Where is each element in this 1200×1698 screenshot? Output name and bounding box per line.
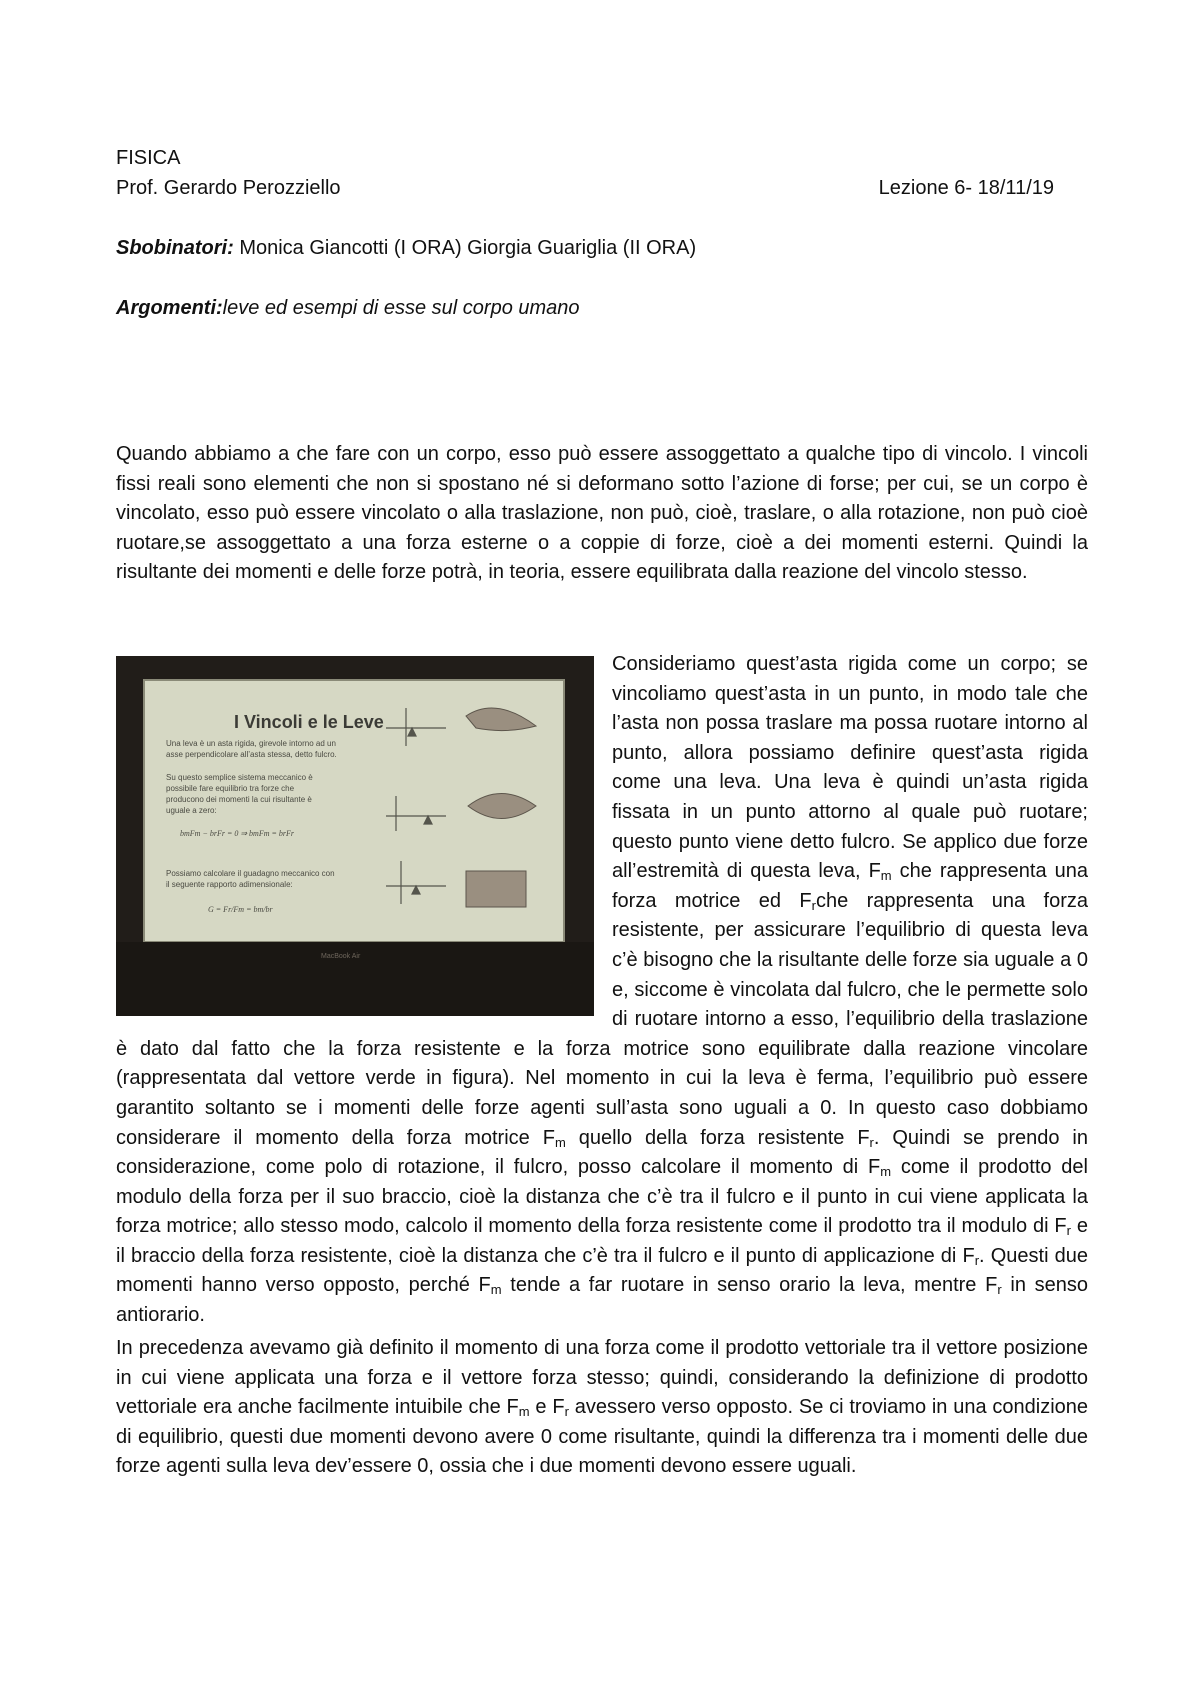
topics-label: Argomenti:: [116, 297, 223, 319]
subscript-m: m: [554, 1134, 566, 1150]
slide-line-4: possibile fare equilibrio tra forze che: [166, 784, 295, 793]
scribes-names: Monica Giancotti (I ORA) Giorgia Guariglia (II ORA): [233, 237, 697, 259]
main-paragraph: [116, 650, 1088, 1331]
subscript-m: m: [518, 1404, 530, 1420]
lesson-date: Lezione 6- 18/11/19: [878, 177, 1054, 199]
slide-photo-graphic: [116, 656, 594, 1016]
slide-line-7: Possiamo calcolare il guadagno meccanico con: [166, 869, 335, 878]
subscript-r: r: [564, 1404, 569, 1420]
scribes-line: [116, 234, 696, 262]
subscript-r: r: [869, 1134, 874, 1150]
p2-text-1: In precedenza avevamo già definito il momento di una forza come il prodotto vettoriale tra il vettore posizione in cui viene applicata una forza e il vettore forza stesso; quindi, considerando la definizione di prodotto vettoriale era anche facilmente intuibile che F: [116, 1337, 1088, 1419]
main-text-8: . Questi due momenti hanno verso opposto, perché F: [116, 1244, 1088, 1297]
subscript-r: r: [811, 897, 816, 913]
p2-text-3: avessero verso opposto. Se ci troviamo in una condizione di equilibrio, questi due momenti devono avere 0 come risultante, quindi la differenza tra i momenti delle due forze agenti sulla leva dev’essere 0, ossia che i due momenti devono essere uguali.: [116, 1396, 1089, 1478]
main-text-2: che rappresenta una forza motrice ed F: [612, 860, 1088, 912]
slide-photo: [116, 656, 594, 1016]
slide-title: I Vincoli e le Leve: [234, 712, 384, 732]
professor-name: Prof. Gerardo Perozziello: [116, 177, 341, 199]
subscript-m: m: [880, 1164, 892, 1180]
slide-line-3: Su questo semplice sistema meccanico è: [166, 773, 313, 782]
main-text-3: che rappresenta una forza resistente, per assicurare l’equilibrio di questa leva c’è bisogno che la risultante delle forze sia uguale a 0 e, siccome è vincolata dal fulcro, che le permette solo di ruotare intorno a esso, l’equilibrio della traslazione è dato dal fatto che la forza resistente e la forza motrice sono equilibrate dalla reazione vincolare (rappresentata dal vettore verde in figura). Nel momento in cui la leva è ferma, l’equilibrio può essere garantito soltanto se i momenti delle forze agenti sull’asta sono uguali a 0. In questo caso dobbiamo considerare il momento della forza motrice F: [116, 889, 1088, 1149]
intro-paragraph: Quando abbiamo a che fare con un corpo, esso può essere assoggettato a qualche tipo di vincolo. I vincoli fissi reali sono elementi che non si spostano né si deformano sotto l’azione di forse; per cui, se un corpo è vincolato, esso può essere vincolato o alla traslazione, non può, cioè, traslare, o alla rotazione, non può cioè ruotare,se assoggettato a una forza esterne o a coppie di forze, cioè a dei momenti esterni. Quindi la risultante dei momenti e delle forze potrà, in teoria, essere equilibrata dalla reazione del vincolo stesso.: [116, 443, 1088, 584]
slide-line-6: uguale a zero:: [166, 806, 217, 815]
main-text-10: in senso antiorario.: [116, 1274, 1088, 1327]
subscript-r: r: [997, 1282, 1002, 1298]
slide-line-1: Una leva è un asta rigida, girevole intorno ad un: [166, 739, 336, 748]
subscript-r: r: [1066, 1223, 1071, 1239]
subscript-r: r: [974, 1252, 980, 1268]
slide-line-8: il seguente rapporto adimensionale:: [166, 880, 293, 889]
main-text-7: e il braccio della forza resistente, cioè la distanza che c’è tra il fulcro e il punto di applicazione di F: [116, 1215, 1089, 1267]
subscript-m: m: [490, 1282, 502, 1298]
slide-formula-2: G = Fr/Fm = bm/br: [208, 905, 273, 914]
main-text-9: tende a far ruotare in senso orario la leva, mentre F: [501, 1274, 998, 1297]
slide-formula-1: bmFm − brFr = 0 ⇒ bmFm = brFr: [180, 829, 295, 838]
scribes-label: Sbobinatori:: [116, 237, 234, 259]
slide-line-5: producono dei momenti la cui risultante è: [166, 795, 312, 804]
slide-line-2: asse perpendicolare all’asta stessa, detto fulcro.: [166, 750, 337, 759]
main-text-6: come il prodotto del modulo della forza per il suo braccio, cioè la distanza che c’è tra il fulcro e il punto in cui viene applicata la forza motrice; allo stesso modo, calcolo il momento della forza resistente come il prodotto tra il modulo di F: [116, 1156, 1088, 1238]
subject-title: FISICA: [116, 147, 181, 169]
subscript-m: m: [880, 868, 892, 884]
main-text-5: . Quindi se prendo in considerazione, come polo di rotazione, il fulcro, posso calcolare il momento di F: [116, 1126, 1088, 1179]
laptop-label: MacBook Air: [321, 953, 361, 960]
main-text-4: quello della forza resistente F: [565, 1126, 870, 1149]
topics-text: leve ed esempi di esse sul corpo umano: [222, 297, 580, 319]
second-paragraph: [116, 1334, 1088, 1482]
p2-text-2: e F: [529, 1396, 565, 1419]
main-text-1: Consideriamo quest’asta rigida come un corpo; se vincoliamo quest’asta in un punto, in modo tale che l’asta non possa traslare ma possa ruotare intorno al punto, allora possiamo definire quest’asta rigida come una leva. Una leva è quindi un’asta rigida fissata in un punto attorno al quale può ruotare; questo punto viene detto fulcro. Se applico due forze all’estremità di questa leva, F: [612, 653, 1088, 883]
topics-line: [116, 294, 580, 322]
